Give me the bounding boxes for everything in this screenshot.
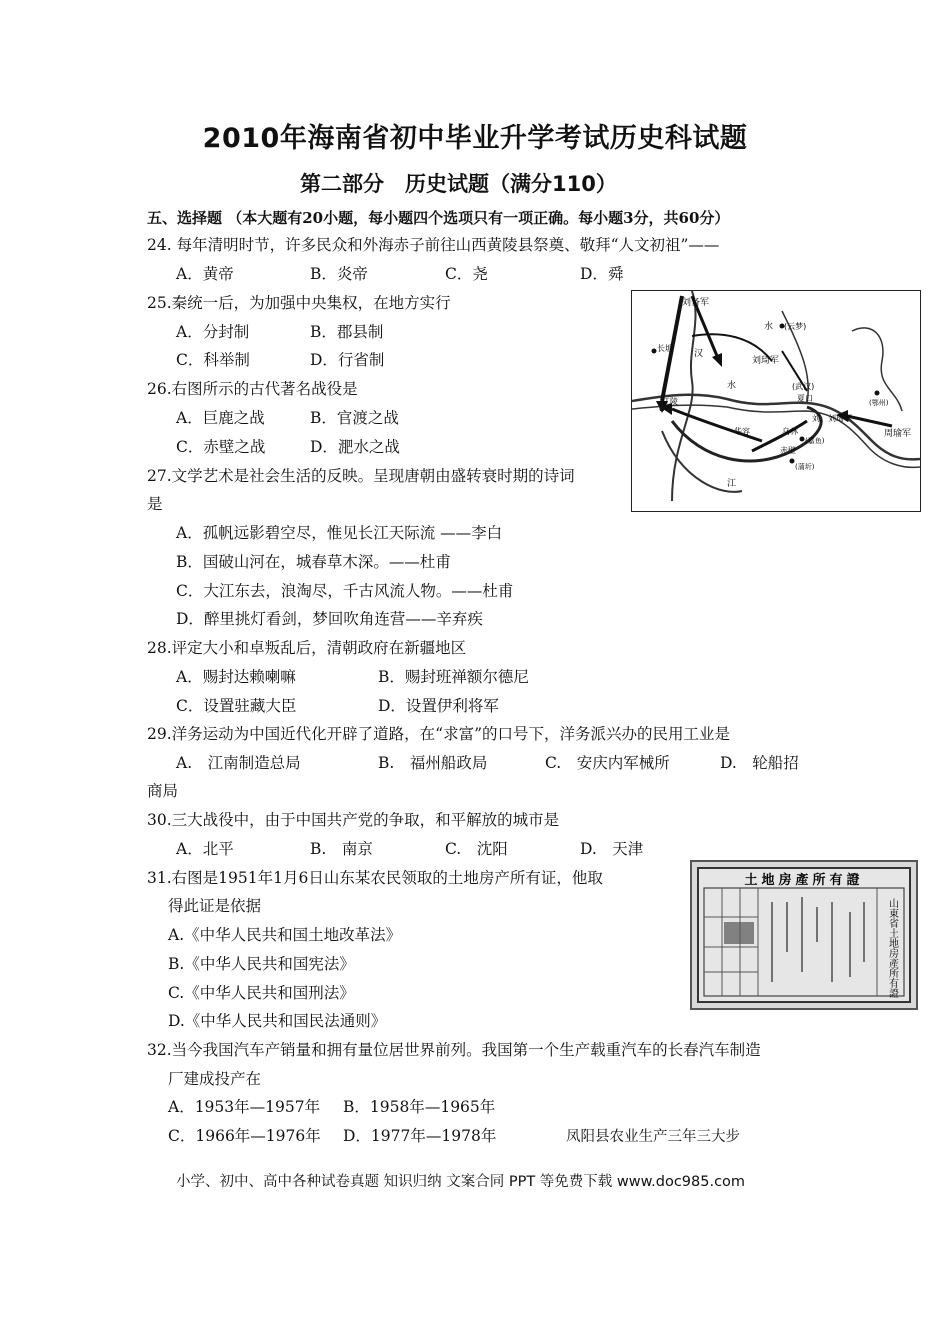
question-27-option-b: B．国破山河在，城春草木深。——杜甫 <box>176 553 451 571</box>
question-28-option-d: D．设置伊利将军 <box>378 697 499 715</box>
map-label: 江 <box>727 479 737 489</box>
certificate-header: 土地房產所有證 <box>744 873 864 888</box>
question-29-option-c: C. 安庆内军械所 <box>545 754 670 772</box>
question-26-option-b: B．官渡之战 <box>310 409 399 427</box>
question-28-option-a: A．赐封达赖喇嘛 <box>176 668 296 686</box>
page-subtitle: 第二部分 历史试题（满分110） <box>300 172 617 196</box>
question-28-stem: 28.评定大小和卓叛乱后，清朝政府在新疆地区 <box>147 639 467 657</box>
question-24-stem: 24. 每年清明时节，许多民众和外海赤子前往山西黄陵县祭奠、敬拜“人文初祖”—— <box>147 236 720 254</box>
question-26-stem: 26.右图所示的古代著名战役是 <box>147 380 358 398</box>
land-certificate-figure <box>690 860 918 1010</box>
map-label: (云梦) <box>784 322 807 331</box>
map-label: (武汉) <box>792 382 815 391</box>
question-28-option-c: C．设置驻藏大臣 <box>176 697 297 715</box>
question-32-option-b: B．1958年—1965年 <box>343 1098 496 1116</box>
map-label: 华容 <box>734 427 750 436</box>
land-certificate <box>692 862 916 1008</box>
question-27-option-d: D．醉里挑灯看剑，梦回吹角连营——辛弃疾 <box>176 610 483 628</box>
question-27-option-c: C．大江东去，浪淘尽，千古风流人物。——杜甫 <box>176 582 514 600</box>
map-label: 刘、刘琦军 <box>812 414 852 423</box>
map-label: 水 <box>727 381 737 391</box>
map-label: 刘琦军 <box>752 356 780 366</box>
section-header: 五、选择题 （本大题有20小题，每小题四个选项只有一项正确。每小题3分，共60分） <box>147 209 730 227</box>
question-33-fragment: 凤阳县农业生产三年三大步 <box>566 1129 740 1145</box>
map-label: 赤壁 <box>780 446 796 455</box>
question-32-stem-cont: 厂建成投产在 <box>168 1070 262 1088</box>
question-24-option-a: A．黄帝 <box>176 265 234 283</box>
question-26-option-c: C．赤壁之战 <box>176 438 266 456</box>
map-label: (蒲圻) <box>795 463 815 471</box>
question-25-option-a: A．分封制 <box>176 323 250 341</box>
question-25-option-b: B．郡县制 <box>310 323 384 341</box>
map-label: 刘备军 <box>682 298 710 308</box>
question-31-option-d: D.《中华人民共和国民法通则》 <box>168 1012 387 1030</box>
question-31-option-c: C.《中华人民共和国刑法》 <box>168 984 355 1002</box>
question-32-option-a: A．1953年—1957年 <box>168 1098 321 1116</box>
map-label: 长坂 <box>657 344 673 353</box>
question-24-option-b: B．炎帝 <box>310 265 368 283</box>
question-25-option-d: D．行省制 <box>310 351 385 369</box>
footer-text: 小学、初中、高中各种试卷真题 知识归纳 文案合同 PPT 等免费下载 www.doc985.com <box>176 1174 746 1190</box>
question-25-stem: 25.秦统一后，为加强中央集权，在地方实行 <box>147 294 451 312</box>
question-30-option-c: C. 沈阳 <box>445 840 508 858</box>
question-29-option-d: D. 轮船招 <box>720 754 799 772</box>
question-27-option-a: A．孤帆远影碧空尽，惟见长江天际流 ——李白 <box>176 524 503 542</box>
map-label: 夏口 <box>797 394 813 403</box>
map-label: 乌林 <box>782 427 798 436</box>
map-label: 江陵 <box>662 397 678 406</box>
question-24-option-d: D．舜 <box>580 265 624 283</box>
page-title: 2010年海南省初中毕业升学考试历史科试题 <box>202 123 748 154</box>
question-25-option-c: C．科举制 <box>176 351 250 369</box>
question-31-option-a: A.《中华人民共和国土地改革法》 <box>168 926 402 944</box>
map-label: 周瑜军 <box>884 429 912 439</box>
question-28-option-b: B．赐封班禅额尔德尼 <box>378 668 529 686</box>
question-31-stem: 31.右图是1951年1月6日山东某农民领取的土地房产所有证，他取 <box>147 869 603 887</box>
question-30-option-a: A．北平 <box>176 840 234 858</box>
question-30-option-b: B. 南京 <box>310 840 373 858</box>
map-label: 汉 <box>694 349 704 359</box>
question-31-option-b: B.《中华人民共和国宪法》 <box>168 955 355 973</box>
question-29-option-a: A. 江南制造总局 <box>176 754 301 772</box>
question-26-option-a: A．巨鹿之战 <box>176 409 265 427</box>
question-24-option-c: C．尧 <box>445 265 488 283</box>
battle-map <box>632 291 920 511</box>
question-27-stem: 27.文学艺术是社会生活的反映。呈现唐朝由盛转衰时期的诗词 <box>147 467 575 485</box>
map-label: (鄂州) <box>869 399 889 407</box>
question-29-stem: 29.洋务运动为中国近代化开辟了道路，在“求富”的口号下，洋务派兴办的民用工业是 <box>147 725 731 743</box>
map-label: (嘉鱼) <box>805 437 825 445</box>
question-31-stem-cont: 得此证是依据 <box>168 897 262 915</box>
question-29-option-d-cont: 商局 <box>147 782 179 800</box>
question-32-option-d: D．1977年—1978年 <box>343 1127 497 1145</box>
question-32-stem: 32.当今我国汽车产销量和拥有量位居世界前列。我国第一个生产载重汽车的长春汽车制造 <box>147 1041 761 1059</box>
map-label: 水 <box>764 322 774 332</box>
certificate-side-title: 山東省土地房產所有證 <box>886 898 898 998</box>
question-29-option-b: B. 福州船政局 <box>378 754 488 772</box>
battle-map-figure <box>631 290 921 512</box>
question-30-option-d: D. 天津 <box>580 840 644 858</box>
question-32-option-c: C．1966年—1976年 <box>168 1127 321 1145</box>
question-26-option-d: D．淝水之战 <box>310 438 400 456</box>
question-30-stem: 30.三大战役中，由于中国共产党的争取，和平解放的城市是 <box>147 811 560 829</box>
question-27-stem-cont: 是 <box>147 495 163 513</box>
